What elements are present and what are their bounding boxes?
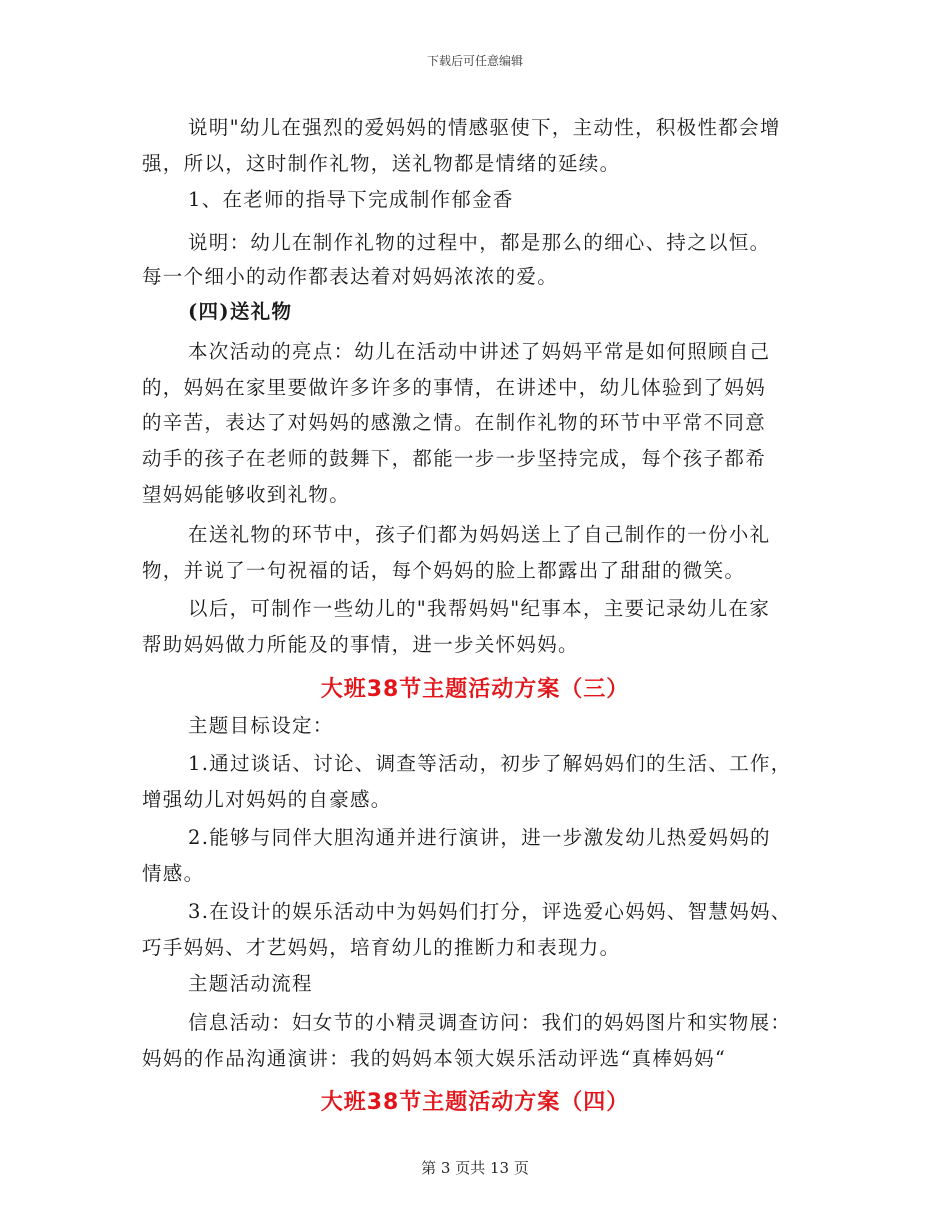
- paragraph-line: 在送礼物的环节中，孩子们都为妈妈送上了自己制作的一份小礼: [188, 523, 771, 546]
- paragraph-line: 增强幼儿对妈妈的自豪感。: [142, 788, 392, 811]
- page-footer: 第 3 页共 13 页: [421, 1159, 529, 1177]
- paragraph-line: 情感。: [142, 862, 205, 885]
- list-item: 3.在设计的娱乐活动中为妈妈们打分，评选爱心妈妈、智慧妈妈、: [188, 900, 792, 923]
- paragraph-line: 本次活动的亮点：幼儿在活动中讲述了妈妈平常是如何照顾自己: [188, 340, 771, 363]
- paragraph-line: 妈妈的作品沟通演讲：我的妈妈本领大娱乐活动评选“真棒妈妈“: [142, 1047, 727, 1070]
- paragraph-line: 的，妈妈在家里要做许多许多的事情，在讲述中，幼儿体验到了妈妈: [142, 376, 767, 399]
- list-item: 1.通过谈话、讨论、调查等活动，初步了解妈妈们的生活、工作，: [188, 752, 792, 775]
- paragraph-line: 动手的孩子在老师的鼓舞下，都能一步一步坚持完成，每个孩子都希: [142, 447, 767, 470]
- paragraph-line: 物，并说了一句祝福的话，每个妈妈的脸上都露出了甜甜的微笑。: [142, 559, 746, 582]
- paragraph-line: 信息活动：妇女节的小精灵调查访问：我们的妈妈图片和实物展：: [188, 1011, 792, 1034]
- section-title: 大班38节主题活动方案（四）: [320, 1090, 630, 1115]
- paragraph-line: 帮助妈妈做力所能及的事情，进一步关怀妈妈。: [142, 633, 579, 656]
- section-title: 大班38节主题活动方案（三）: [320, 677, 630, 702]
- paragraph-line: 望妈妈能够收到礼物。: [142, 483, 351, 506]
- paragraph-line: 巧手妈妈、才艺妈妈，培育幼儿的推断力和表现力。: [142, 936, 621, 959]
- list-item: 1、在老师的指导下完成制作郁金香: [188, 188, 514, 211]
- paragraph-line: 的辛苦，表达了对妈妈的感激之情。在制作礼物的环节中平常不同意: [142, 411, 767, 434]
- paragraph-line: 每一个细小的动作都表达着对妈妈浓浓的爱。: [142, 265, 559, 288]
- page-header: 下载后可任意编辑: [426, 54, 523, 68]
- section-heading: (四)送礼物: [188, 300, 293, 323]
- paragraph-line: 强，所以，这时制作礼物，送礼物都是情绪的延续。: [142, 152, 621, 175]
- list-item: 2.能够与同伴大胆沟通并进行演讲，进一步激发幼儿热爱妈妈的: [188, 826, 771, 849]
- paragraph-line: 说明"幼儿在强烈的爱妈妈的情感驱使下，主动性，积极性都会增: [188, 116, 781, 139]
- paragraph-line: 以后，可制作一些幼儿的"我帮妈妈"纪事本，主要记录幼儿在家: [188, 597, 771, 620]
- paragraph-line: 主题活动流程: [188, 972, 313, 995]
- paragraph-line: 说明：幼儿在制作礼物的过程中，都是那么的细心、持之以恒。: [188, 231, 771, 254]
- paragraph-line: 主题目标设定：: [188, 714, 334, 737]
